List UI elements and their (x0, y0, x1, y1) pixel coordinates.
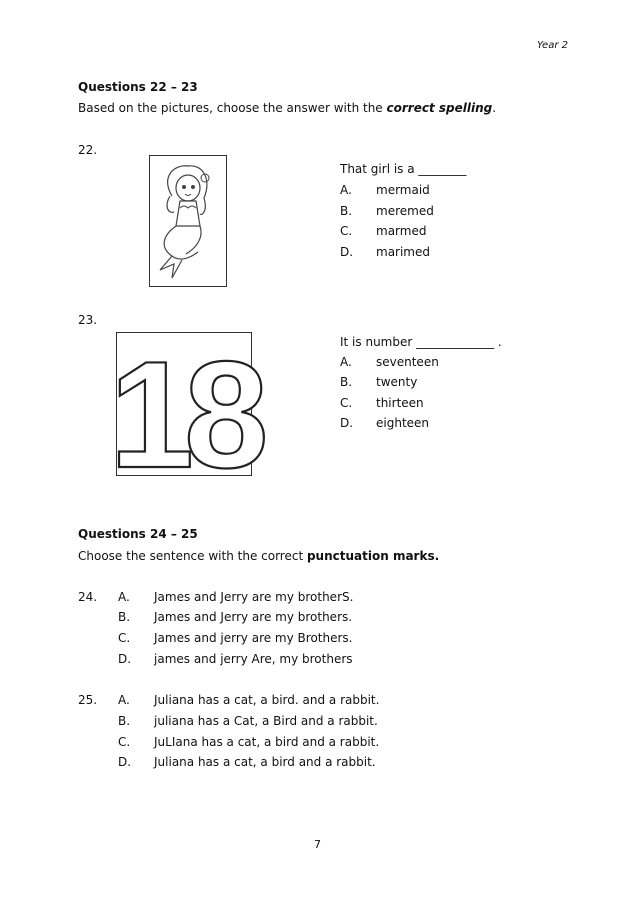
q24-option-a-letter: A. (118, 590, 130, 604)
question-number-23: 23. (78, 313, 98, 327)
q23-option-c-text: thirteen (376, 396, 424, 410)
q23-option-d-text: eighteen (376, 416, 430, 430)
q24-option-c-text: James and jerry are my Brothers. (154, 631, 353, 645)
q23-option-d-letter: D. (340, 416, 354, 430)
q22-option-a-letter: A. (340, 183, 352, 197)
mermaid-picture (149, 155, 227, 287)
section-instruction-24-25: Choose the sentence with the correct punctuation marks. (78, 549, 440, 563)
year-label: Year 2 (537, 40, 568, 51)
q22-prompt: That girl is a ________ (340, 162, 467, 176)
section-instruction-22-23: Based on the pictures, choose the answer with the correct spelling. (78, 101, 497, 115)
q24-option-c-letter: C. (118, 631, 131, 645)
q23-option-a-letter: A. (340, 355, 352, 369)
q24-option-b-text: James and Jerry are my brothers. (154, 610, 353, 624)
q22-option-b-text: meremed (376, 204, 434, 218)
q24-option-d-text: james and jerry Are, my brothers (154, 652, 353, 666)
mermaid-icon (150, 156, 226, 286)
q22-option-d-text: marimed (376, 245, 430, 259)
q25-option-b-text: juliana has a Cat, a Bird and a rabbit. (154, 714, 378, 728)
q22-option-c-text: marmed (376, 224, 427, 238)
question-number-25: 25. (78, 693, 98, 707)
section-title-22-23: Questions 22 – 23 (78, 80, 198, 94)
q22-option-c-letter: C. (340, 224, 353, 238)
q24-option-b-letter: B. (118, 610, 131, 624)
q23-option-a-text: seventeen (376, 355, 439, 369)
q25-option-a-text: Juliana has a cat, a bird. and a rabbit. (154, 693, 380, 707)
q23-option-c-letter: C. (340, 396, 353, 410)
question-number-22: 22. (78, 143, 98, 157)
q25-option-a-letter: A. (118, 693, 130, 707)
q25-option-d-letter: D. (118, 755, 132, 769)
q22-option-b-letter: B. (340, 204, 353, 218)
q24-option-d-letter: D. (118, 652, 132, 666)
q25-option-c-text: JuLIana has a cat, a bird and a rabbit. (154, 735, 380, 749)
question-number-24: 24. (78, 590, 98, 604)
number-18-icon (109, 330, 259, 500)
q22-option-a-text: mermaid (376, 183, 430, 197)
number-18-picture (109, 330, 259, 500)
q23-prompt: It is number _____________ . (340, 335, 502, 349)
section-title-24-25: Questions 24 – 25 (78, 527, 198, 541)
q23-option-b-text: twenty (376, 375, 418, 389)
q22-option-d-letter: D. (340, 245, 354, 259)
page-number: 7 (314, 838, 321, 851)
q24-option-a-text: James and Jerry are my brotherS. (154, 590, 354, 604)
q25-option-d-text: Juliana has a cat, a bird and a rabbit. (154, 755, 376, 769)
q25-option-c-letter: C. (118, 735, 131, 749)
q23-option-b-letter: B. (340, 375, 353, 389)
q25-option-b-letter: B. (118, 714, 131, 728)
svg-text:18: 18 (109, 330, 259, 500)
